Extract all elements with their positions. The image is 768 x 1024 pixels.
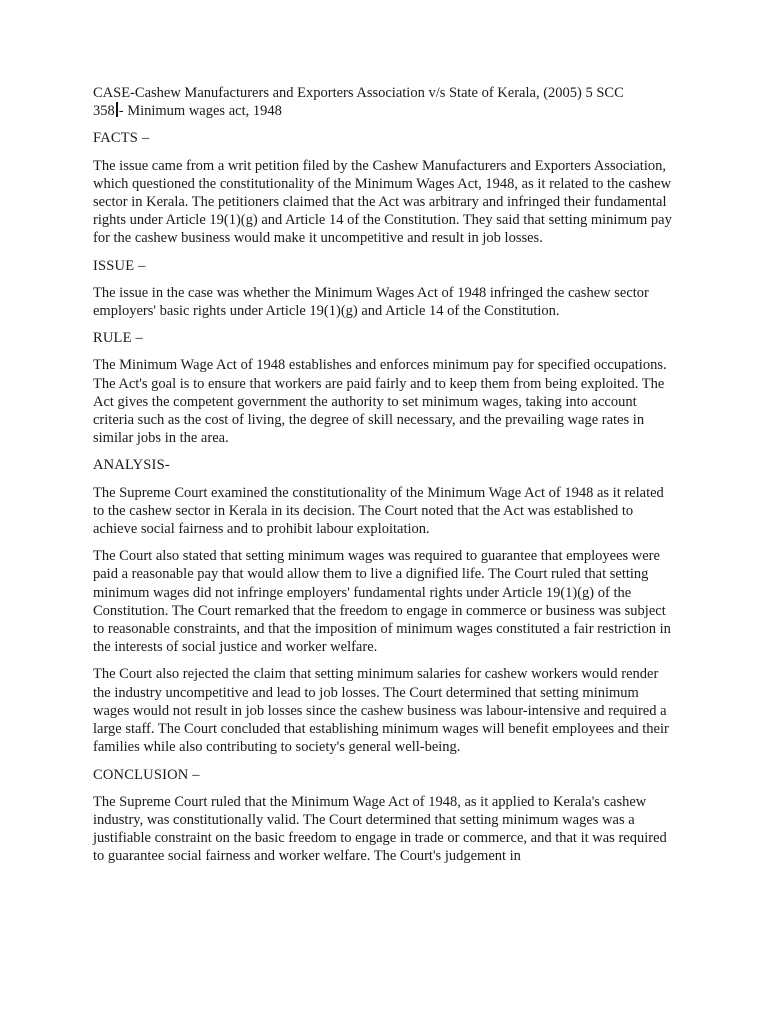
case-title-line-1: CASE-Cashew Manufacturers and Exporters Association v/s State of Kerala, (2005) 5 SCC <box>93 85 624 101</box>
case-title <box>93 84 677 120</box>
rule-heading: RULE – <box>93 330 143 347</box>
conclusion-paragraph: The Supreme Court ruled that the Minimum Wage Act of 1948, as it applied to Kerala's cashew industry, was constitutionally valid. The Court determined that setting minimum wages was a justifiable constraint on the basic freedom to engage in trade or commerce, and that it was required to guarantee social fairness and worker welfare. The Court's judgement in <box>93 793 667 865</box>
analysis-paragraph-3: The Court also rejected the claim that setting minimum salaries for cashew workers would render the industry uncompetitive and lead to job losses. The Court determined that setting minimum wages would not result in job losses since the cashew business was labour-intensive and required a large staff. The Court concluded that establishing minimum wages will benefit employees and their families while also contributing to society's general well-being. <box>93 666 669 756</box>
case-title-line-2a: 358 <box>93 103 115 120</box>
text-cursor <box>116 102 118 117</box>
issue-heading: ISSUE – <box>93 257 146 274</box>
conclusion-heading: CONCLUSION – <box>93 766 200 783</box>
analysis-paragraph-1: The Supreme Court examined the constitutionality of the Minimum Wage Act of 1948 as it related to the cashew sector in Kerala in its decision. The Court noted that the Act was established to achieve social fairness and to prohibit labour exploitation. <box>93 484 664 538</box>
rule-paragraph: The Minimum Wage Act of 1948 establishes and enforces minimum pay for specified occupations. The Act's goal is to ensure that workers are paid fairly and to keep them from being exploited. The Act gives the competent government the authority to set minimum wages, taking into account criteria such as the cost of living, the degree of skill necessary, and the prevailing wage rates in similar jobs in the area. <box>93 357 667 447</box>
facts-paragraph: The issue came from a writ petition filed by the Cashew Manufacturers and Exporters Association, which questioned the constitutionality of the Minimum Wages Act, 1948, as it related to the cashew sector in Kerala. The petitioners claimed that the Act was arbitrary and infringed their fundamental rights under Article 19(1)(g) and Article 14 of the Constitution. They said that setting minimum pay for the cashew business would make it uncompetitive and result in job losses. <box>93 157 672 247</box>
document-body <box>93 84 677 875</box>
analysis-paragraph-2: The Court also stated that setting minimum wages was required to guarantee that employees were paid a reasonable pay that would allow them to live a dignified life. The Court ruled that setting minimum wages did not infringe employers' fundamental rights under Article 19(1)(g) of the Constitution. The Court remarked that the freedom to engage in commerce or business was subject to reasonable constraints, and that the imposition of minimum wages constituted a fair restriction in the interests of social justice and worker welfare. <box>93 548 671 656</box>
facts-heading: FACTS – <box>93 130 150 147</box>
case-title-line-2b: - Minimum wages act, 1948 <box>118 103 282 120</box>
issue-paragraph: The issue in the case was whether the Minimum Wages Act of 1948 infringed the cashew sector employers' basic rights under Article 19(1)(g) and Article 14 of the Constitution. <box>93 284 649 320</box>
analysis-heading: ANALYSIS- <box>93 457 170 474</box>
